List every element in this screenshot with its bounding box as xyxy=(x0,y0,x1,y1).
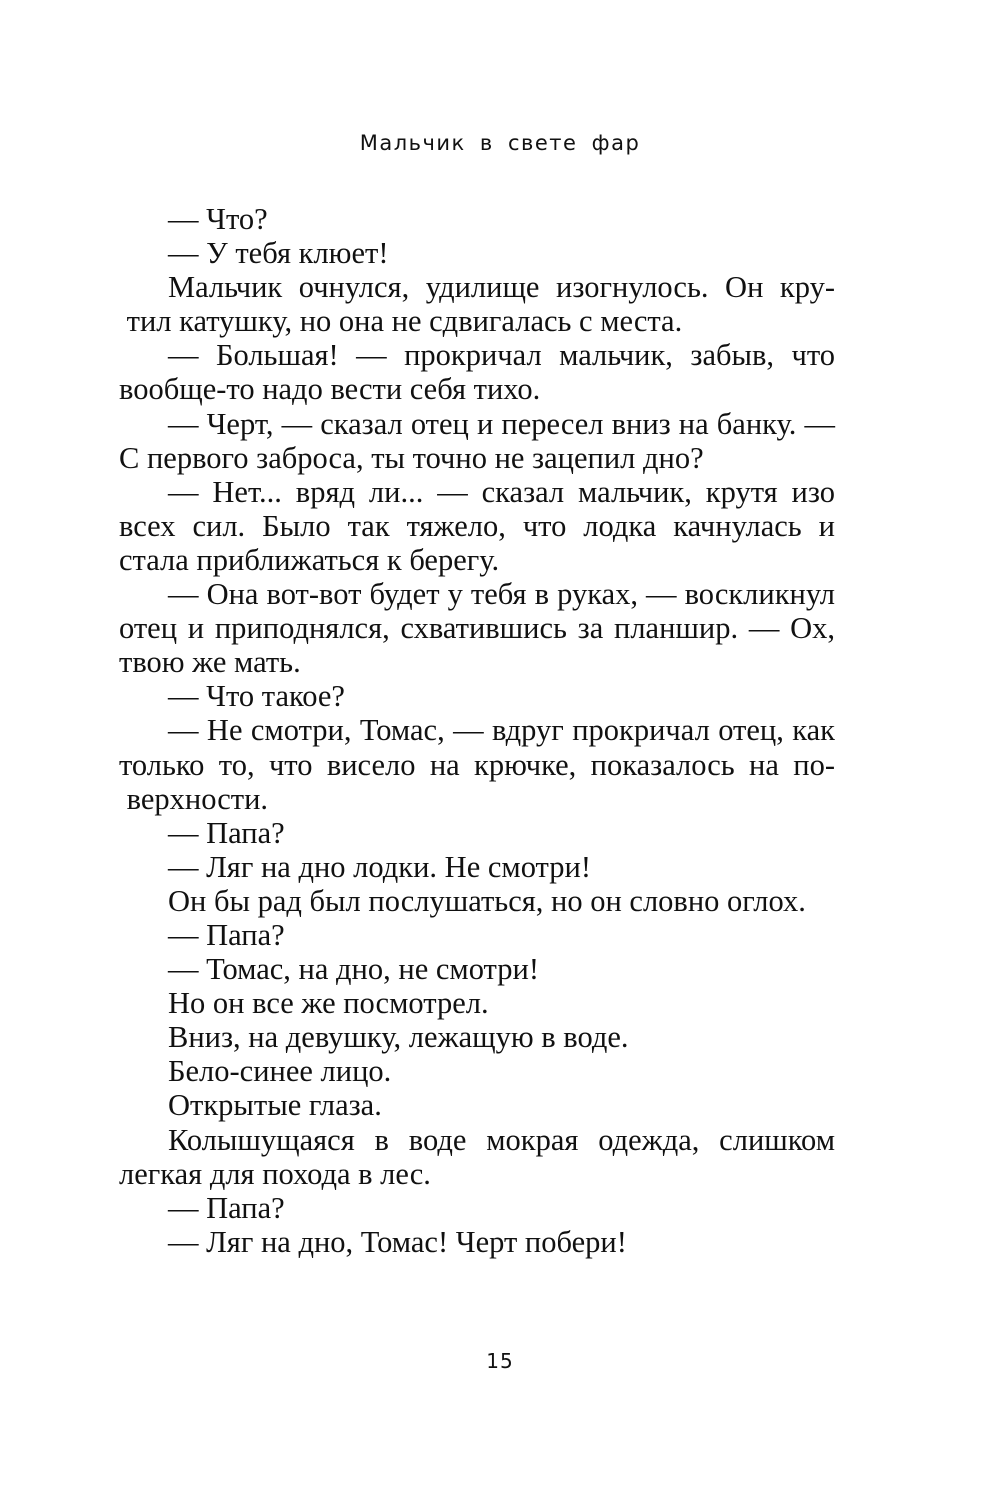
page-number: 15 xyxy=(486,1349,514,1373)
paragraph: — Что? xyxy=(168,202,268,236)
paragraph: Вниз, на девушку, лежащую в воде. xyxy=(168,1020,629,1055)
paragraph: — Томас, на дно, не смотри! xyxy=(168,952,539,987)
paragraph: Открытые глаза. xyxy=(168,1088,382,1123)
paragraph: — Что такое? xyxy=(168,679,345,714)
paragraph: — Ляг на дно лодки. Не смотри! xyxy=(168,849,591,884)
paragraph: — Папа? xyxy=(168,1190,285,1225)
paragraph: — Ляг на дно, Томас! Черт побери! xyxy=(168,1224,627,1259)
paragraph: Но он все же посмотрел. xyxy=(168,986,489,1021)
paragraph: — Она вот-вот будет у тебя в руках, — воскликнул отец и приподнялся, схватившись за планшир. — Ох, твою же мать. xyxy=(119,577,835,680)
paragraph: Колышущаяся в воде мокрая одежда, слишком легкая для похода в лес. xyxy=(119,1122,835,1191)
paragraph: — Папа? xyxy=(168,917,285,952)
paragraph: — Большая! — прокричал мальчик, забыв, что вообще-то надо вести себя тихо. xyxy=(119,338,835,407)
paragraph: — Папа? xyxy=(168,815,285,850)
paragraph: — Не смотри, Томас, — вдруг прокричал отец, как только то, что висело на крючке, показалось на по- верхности. xyxy=(119,713,835,816)
paragraph: Бело-синее лицо. xyxy=(168,1054,392,1089)
body-text xyxy=(119,202,835,1259)
paragraph: Мальчик очнулся, удилище изогнулось. Он кру- тил катушку, но она не сдвигалась с места. xyxy=(119,270,835,339)
paragraph: — Нет... вряд ли... — сказал мальчик, крутя изо всех сил. Было так тяжело, что лодка качнулась и стала приближаться к берегу. xyxy=(119,474,835,577)
running-head: Мальчик в свете фар xyxy=(359,131,641,155)
paragraph: — У тебя клюет! xyxy=(168,236,389,271)
paragraph: — Черт, — сказал отец и пересел вниз на банку. — С первого заброса, ты точно не зацепил дно? xyxy=(119,406,835,475)
paragraph: Он бы рад был послушаться, но он словно оглох. xyxy=(168,883,806,918)
